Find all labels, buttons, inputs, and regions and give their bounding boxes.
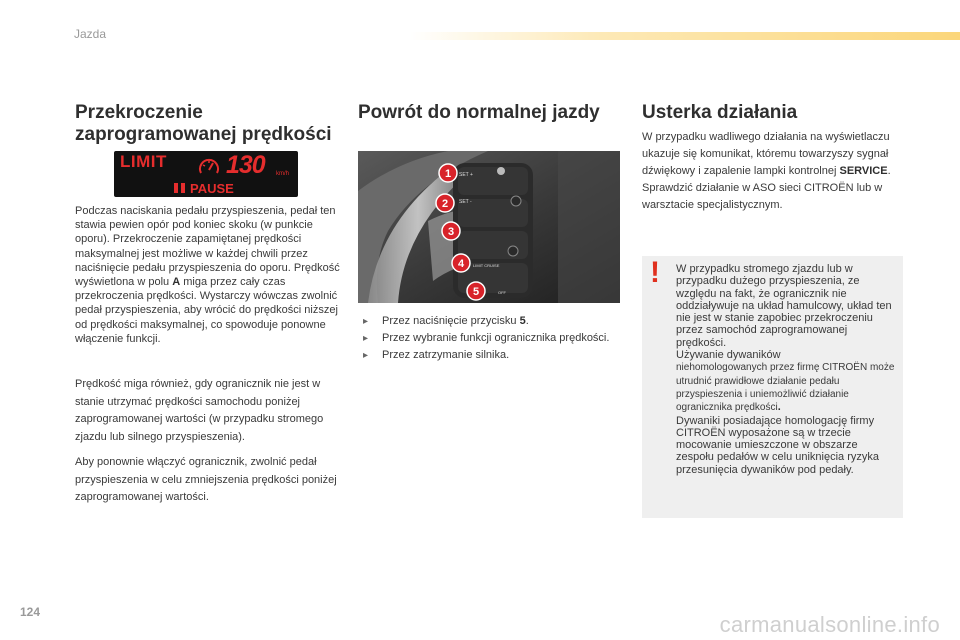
list-item: ▸ Przez naciśnięcie przycisku 5. [360,313,610,330]
svg-text:1: 1 [444,168,452,180]
label-off: OFF [498,290,506,295]
callout-1 [439,164,457,182]
callout-4 [452,254,470,272]
paragraph-reactivate: Aby ponownie włączyć ogranicznik, zwolnić pedał przyspieszenia w celu zmniejszenia prędkości poniżej zaprogramowanej wartości. [75,456,337,503]
list-item: ▸ Przez zatrzymanie silnika. [360,347,610,364]
svg-text:2: 2 [441,198,449,210]
svg-text:4: 4 [457,258,465,270]
steering-wheel-controls-photo [358,151,620,303]
bullet-icon: ▸ [363,350,369,362]
paragraph-malfunction: W przypadku wadliwego działania na wyświetlaczu ukazuje się komunikat, któremu towarzyszy sygnał dźwiękowy i zapalenie lampki kontrolnej SERVICE. Sprawdzić działanie w ASO sieci CITROËN lub w warsztacie specjalistycznym. [642,131,891,211]
steering-wheel-illustration [358,151,620,303]
paragraph-flashing-speed: Prędkość miga również, gdy ogranicznik nie jest w stanie utrzymać prędkości samochodu poniżej zaprogramowanej wartości (w przypadku stromego zjazdu lub silnego przyspieszenia). [75,378,324,443]
warning-text: W przypadku stromego zjazdu lub w przypadku dużego przyspieszenia, ze względu na fakt, że ogranicznik nie oddziaływuje na układ hamulcowy, układ ten nie jest w stanie zapobiec przekroczeniu przez samochód zaprogramowanej prędkości. Używanie dywaników niehomologowanych przez firmę CITROËN może utrudnić prawidłowe działanie pedału przyspieszenia i uniemożliwić działanie ogranicznika prędkości. Dywaniki posiadające homologację firmy CITROËN wyposażone są w trzecie mocowanie umieszczone w obszarze zespołu pedałów w celu uniknięcia ryzyka przesunięcia dywaników pod pedały. [676,263,895,476]
label-limit-cruise: LIMIT CRUISE [473,263,500,268]
title-overspeed: Przekroczenie zaprogramowanej prędkości [75,102,332,145]
display-pause-text: PAUSE [190,181,234,196]
section-label: Jazda [74,27,107,41]
display-limit-text: LIMIT [120,152,167,171]
limiter-display [114,151,298,197]
paragraph-overspeed: Podczas naciskania pedału przyspieszenia, pedał ten stawia pewien opór pod koniec skoku (w punkcie oporu). Przekroczenie zapamiętanej prędkości maksymalnej jest możliwe w każdej chwili przez naciśnięcie pedału przyspieszenia do oporu. Prędkość wyświetlona w polu A miga przez cały czas przekroczenia prędkości. Wystarczy wówczas zwolnić pedał przyspieszenia, aby wrócić do prędkości niższej od prędkości maksymalnej, co spowoduje ponowne włączenie funkcji. [75,205,340,345]
watermark: carmanualsonline.info [719,612,940,637]
callout-2 [436,194,454,212]
return-methods-list [360,313,610,365]
speedometer-icon [198,157,220,177]
warning-exclamation-icon: ! [650,256,660,289]
label-set-minus: SET - [459,199,472,205]
warning-box [642,256,903,518]
label-set-plus: SET + [459,172,473,178]
display-unit: km/h [276,171,290,177]
svg-text:5: 5 [472,286,480,298]
title-return-normal: Powrót do normalnej jazdy [358,102,600,123]
svg-text:3: 3 [447,226,455,238]
title-malfunction: Usterka działania [642,102,798,123]
page-number: 124 [20,605,41,619]
list-item: ▸ Przez wybranie funkcji ogranicznika prędkości. [360,330,610,347]
pause-bars-icon [174,183,186,193]
bullet-icon: ▸ [363,316,369,327]
bullet-icon: ▸ [363,333,369,345]
header-gradient-bar [410,32,960,40]
callout-5 [467,282,485,300]
display-speed: 130 [226,151,265,179]
callout-3 [442,222,460,240]
